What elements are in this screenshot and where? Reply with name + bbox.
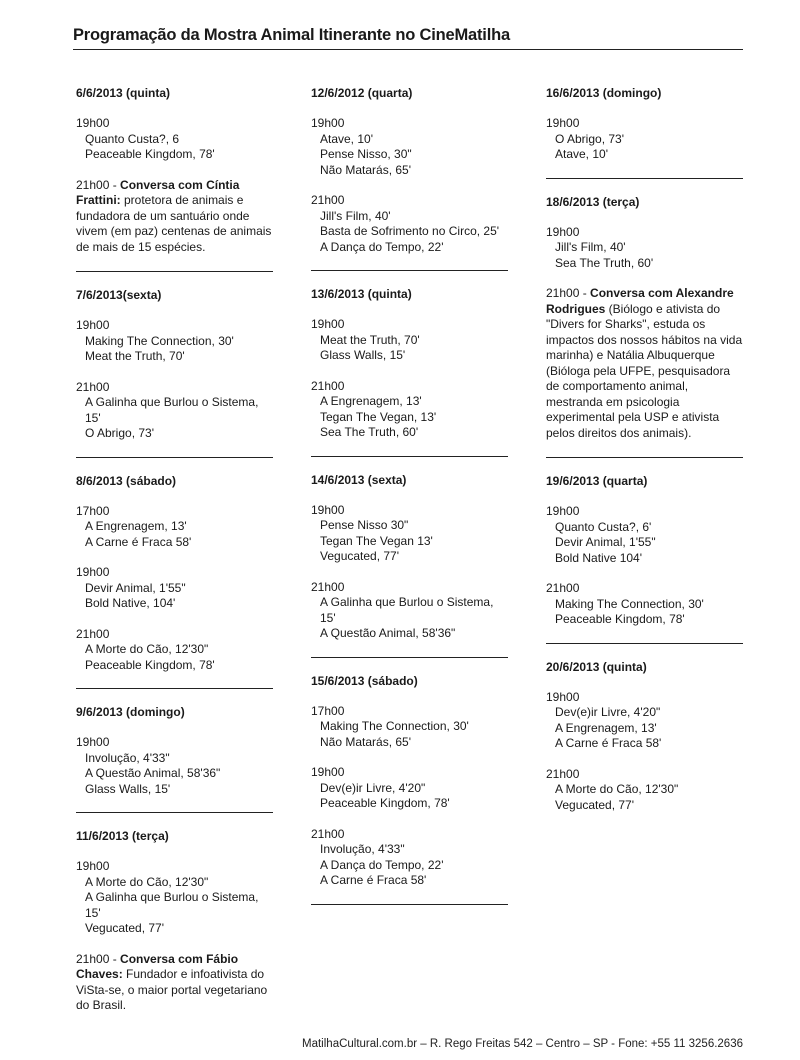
screening-slot bbox=[76, 859, 273, 937]
film-item: Atave, 10' bbox=[555, 147, 608, 161]
film-item: Bold Native, 104' bbox=[85, 596, 176, 610]
slot-time: 21h00 bbox=[311, 378, 345, 393]
film-item: Peaceable Kingdom, 78' bbox=[85, 147, 215, 161]
slot-time: 19h00 bbox=[546, 689, 580, 704]
film-item: Sea The Truth, 60' bbox=[555, 255, 654, 270]
day-date: 6/6/2013 (quinta) bbox=[76, 86, 171, 100]
day-date: 16/6/2013 (domingo) bbox=[546, 86, 662, 100]
screening-slot bbox=[546, 504, 743, 566]
talk-session bbox=[546, 286, 743, 441]
slot-time: 21h00 bbox=[311, 579, 345, 594]
film-item: Devir Animal, 1'55" bbox=[85, 580, 186, 595]
film-item: A Questão Animal, 58'36" bbox=[320, 626, 456, 640]
slot-time: 19h00 bbox=[546, 116, 580, 130]
film-item: A Engrenagem, 13' bbox=[320, 394, 422, 408]
screening-slot bbox=[311, 379, 508, 441]
schedule-column-1 bbox=[76, 86, 273, 1030]
film-item: Sea The Truth, 60' bbox=[320, 425, 419, 439]
film-item: A Engrenagem, 13' bbox=[555, 720, 657, 735]
film-item: A Dança do Tempo, 22' bbox=[320, 857, 444, 872]
talk-session bbox=[76, 178, 273, 256]
film-item: Involução, 4'33" bbox=[85, 750, 170, 765]
film-item: Tegan The Vegan, 13' bbox=[320, 409, 437, 424]
film-item: A Morte do Cão, 12'30" bbox=[85, 642, 209, 656]
day-date: 14/6/2013 (sexta) bbox=[311, 472, 407, 487]
screening-slot bbox=[311, 317, 508, 364]
page-title: Programação da Mostra Animal Itinerante no CineMatilha bbox=[73, 26, 743, 50]
day-block bbox=[546, 195, 743, 459]
film-item: A Morte do Cão, 12'30" bbox=[85, 874, 209, 889]
film-item: Vegucated, 77' bbox=[320, 549, 400, 563]
screening-slot bbox=[76, 380, 273, 442]
footer-contact: MatilhaCultural.com.br – R. Rego Freitas 542 – Centro – SP - Fone: +55 11 3256.2636 bbox=[302, 1038, 743, 1050]
film-item: Dev(e)ir Livre, 4'20" bbox=[320, 780, 426, 795]
slot-time: 21h00 bbox=[311, 826, 345, 841]
day-block bbox=[76, 829, 273, 1014]
screening-slot bbox=[311, 580, 508, 642]
film-item: O Abrigo, 73' bbox=[555, 131, 624, 146]
film-item: A Galinha que Burlou o Sistema, 15' bbox=[320, 595, 494, 625]
screening-slot bbox=[546, 690, 743, 752]
talk-description: Fundador e infoativista do ViSta-se, o maior portal vegetariano do Brasil. bbox=[76, 967, 268, 1012]
film-item: Jill's Film, 40' bbox=[555, 240, 626, 254]
day-date: 18/6/2013 (terça) bbox=[546, 194, 640, 209]
talk-separator: - bbox=[109, 177, 121, 192]
screening-slot bbox=[76, 504, 273, 551]
film-item: Devir Animal, 1'55" bbox=[555, 535, 656, 549]
day-block bbox=[311, 473, 508, 658]
film-item: Making The Connection, 30' bbox=[555, 596, 704, 611]
film-item: Tegan The Vegan 13' bbox=[320, 533, 433, 548]
day-date: 9/6/2013 (domingo) bbox=[76, 705, 185, 719]
talk-title: Conversa com Alexandre Rodrigues bbox=[546, 286, 734, 316]
day-date: 12/6/2012 (quarta) bbox=[311, 86, 413, 100]
film-item: Glass Walls, 15' bbox=[85, 781, 171, 796]
screening-slot bbox=[76, 735, 273, 797]
day-date: 20/6/2013 (quinta) bbox=[546, 659, 647, 674]
slot-time: 19h00 bbox=[546, 504, 580, 518]
slot-time: 19h00 bbox=[546, 224, 580, 239]
slot-time: 17h00 bbox=[76, 503, 110, 518]
talk-separator: - bbox=[109, 951, 121, 966]
slot-time: 19h00 bbox=[311, 502, 345, 517]
film-item: Pense Nisso, 30" bbox=[320, 147, 412, 161]
film-item: Meat the Truth, 70' bbox=[85, 349, 185, 363]
film-item: Quanto Custa?, 6' bbox=[555, 519, 652, 534]
schedule-column-3 bbox=[546, 86, 743, 829]
screening-slot bbox=[76, 627, 273, 674]
talk-description: (Biólogo e ativista do "Divers for Sharks", estuda os impactos dos nossos hábitos na vida marinha) e Natália Albuquerque (Bióloga pela UFPE, pesquisadora de comportamento animal, mestranda em psicologia experimental pela USP e ativista pelos direitos dos animais). bbox=[546, 301, 743, 440]
slot-time: 17h00 bbox=[311, 703, 345, 718]
screening-slot bbox=[311, 704, 508, 751]
film-item: Meat the Truth, 70' bbox=[320, 332, 420, 347]
screening-slot bbox=[311, 193, 508, 255]
film-item: Making The Connection, 30' bbox=[320, 719, 469, 733]
day-block bbox=[76, 86, 273, 272]
day-block bbox=[76, 288, 273, 458]
film-item: Não Matarás, 65' bbox=[320, 162, 412, 177]
film-item: A Dança do Tempo, 22' bbox=[320, 239, 444, 254]
slot-time: 19h00 bbox=[311, 317, 345, 331]
day-date: 8/6/2013 (sábado) bbox=[76, 473, 177, 488]
day-date: 19/6/2013 (quarta) bbox=[546, 474, 648, 488]
slot-time: 19h00 bbox=[76, 318, 110, 332]
slot-time: 21h00 bbox=[76, 379, 110, 394]
screening-slot bbox=[311, 503, 508, 565]
talk-time: 21h00 bbox=[546, 286, 580, 300]
film-item: Bold Native 104' bbox=[555, 550, 643, 565]
film-item: A Galinha que Burlou o Sistema, 15' bbox=[85, 890, 259, 920]
screening-slot bbox=[546, 581, 743, 628]
film-item: Making The Connection, 30' bbox=[85, 333, 234, 348]
day-block bbox=[311, 86, 508, 271]
day-date: 15/6/2013 (sábado) bbox=[311, 673, 418, 688]
day-date: 7/6/2013(sexta) bbox=[76, 288, 162, 302]
talk-title: Conversa com Cíntia Frattini: bbox=[76, 177, 240, 207]
film-item: Vegucated, 77' bbox=[85, 921, 165, 935]
talk-time: 21h00 bbox=[76, 177, 110, 192]
slot-time: 19h00 bbox=[76, 735, 110, 749]
film-item: A Carne é Fraca 58' bbox=[320, 873, 427, 887]
talk-time: 21h00 bbox=[76, 951, 110, 966]
film-item: Basta de Sofrimento no Circo, 25' bbox=[320, 224, 500, 238]
film-item: A Morte do Cão, 12'30" bbox=[555, 782, 679, 796]
slot-time: 19h00 bbox=[76, 859, 110, 873]
slot-time: 19h00 bbox=[311, 116, 345, 130]
day-block bbox=[546, 474, 743, 644]
film-item: A Galinha que Burlou o Sistema, 15' bbox=[85, 395, 259, 425]
film-item: A Engrenagem, 13' bbox=[85, 519, 187, 533]
film-item: Quanto Custa?, 6 bbox=[85, 131, 180, 146]
slot-time: 21h00 bbox=[311, 193, 345, 207]
film-item: O Abrigo, 73' bbox=[85, 426, 154, 440]
screening-slot bbox=[546, 116, 743, 163]
film-item: A Carne é Fraca 58' bbox=[85, 534, 192, 549]
slot-time: 19h00 bbox=[76, 565, 110, 579]
film-item: Vegucated, 77' bbox=[555, 797, 635, 812]
film-item: Peaceable Kingdom, 78' bbox=[555, 612, 685, 626]
screening-slot bbox=[76, 565, 273, 612]
talk-description: protetora de animais e fundadora de um santuário onde vivem (em paz) centenas de animais de mais de 15 espécies. bbox=[76, 193, 272, 254]
day-block bbox=[76, 474, 273, 690]
talk-separator: - bbox=[579, 286, 591, 300]
slot-time: 21h00 bbox=[546, 766, 580, 781]
slot-time: 19h00 bbox=[311, 765, 345, 779]
talk-title: Conversa com Fábio Chaves: bbox=[76, 951, 239, 981]
slot-time: 21h00 bbox=[546, 581, 580, 595]
schedule-column-2 bbox=[311, 86, 508, 921]
film-item: Jill's Film, 40' bbox=[320, 208, 391, 223]
film-item: Dev(e)ir Livre, 4'20" bbox=[555, 705, 661, 719]
film-item: A Questão Animal, 58'36" bbox=[85, 766, 221, 780]
film-item: Peaceable Kingdom, 78' bbox=[85, 657, 215, 672]
film-item: Involução, 4'33" bbox=[320, 842, 405, 856]
talk-session bbox=[76, 952, 273, 1014]
screening-slot bbox=[76, 116, 273, 163]
film-item: Peaceable Kingdom, 78' bbox=[320, 796, 450, 810]
slot-time: 21h00 bbox=[76, 626, 110, 641]
screening-slot bbox=[311, 116, 508, 178]
screening-slot bbox=[76, 318, 273, 365]
screening-slot bbox=[546, 225, 743, 272]
screening-slot bbox=[311, 765, 508, 812]
film-item: Atave, 10' bbox=[320, 131, 373, 146]
screening-slot bbox=[311, 827, 508, 889]
day-block bbox=[311, 287, 508, 457]
film-item: Pense Nisso 30" bbox=[320, 518, 409, 532]
day-block bbox=[546, 86, 743, 179]
day-block bbox=[311, 674, 508, 905]
slot-time: 19h00 bbox=[76, 116, 110, 130]
day-block bbox=[546, 660, 743, 814]
film-item: A Carne é Fraca 58' bbox=[555, 736, 662, 750]
screening-slot bbox=[546, 767, 743, 814]
film-item: Não Matarás, 65' bbox=[320, 734, 412, 749]
day-date: 11/6/2013 (terça) bbox=[76, 829, 169, 843]
day-date: 13/6/2013 (quinta) bbox=[311, 287, 412, 301]
day-block bbox=[76, 705, 273, 813]
film-item: Glass Walls, 15' bbox=[320, 348, 406, 362]
